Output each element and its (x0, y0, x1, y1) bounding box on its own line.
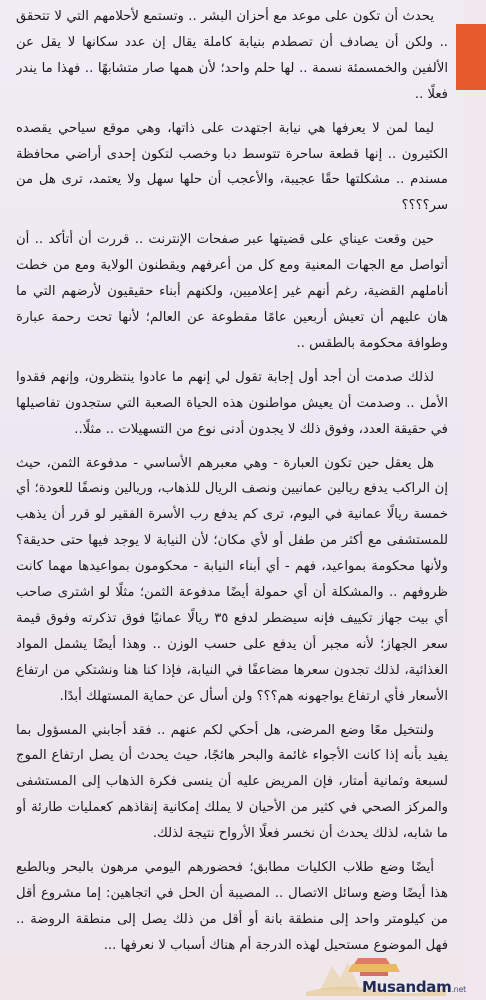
site-watermark (300, 952, 466, 998)
article-paragraph-7: أيضًا وضع طلاب الكليات مطابق؛ فحضورهم اليومي مرهون بالبحر وبالطبع هذا أيضًا وضع وسائل الاتصال .. المصيبة أن الحل في اتجاهين: إما مشروع أقل من كيلومتر واحد إلى منطقة بانة أو أقل من ذلك يصل إلى منطقة الروضة .. فهل الموضوع مستحيل لهذه الدرجة أم هناك أسباب لا نعرفها ... (16, 860, 448, 953)
article-paragraph-2: ليما لمن لا يعرفها هي نيابة اجتهدت على ذاتها، وهي موقع سياحي يقصده الكثيرون .. إنها قطعة ساحرة تتوسط دبا وخصب لتكون إحدى أراضي محافظة مسندم .. مشكلتها حقًا عجيبة، والأعجب أن حلها سهل ولا يعتمد، ترى هل من سر؟؟؟؟ (16, 120, 448, 214)
article-paragraph-4: لذلك صدمت أن أجد أول إجابة تقول لي إنهم ما عادوا ينتظرون، وإنهم فقدوا الأمل .. وصدمت أن يعيش مواطنون هذه الحياة الصعبة التي ستجدون تفاصيلها في حقيقة العدد، وفوق ذلك لا يجدون أدنى نوع من التسهيلات .. مثلًا.. (16, 369, 448, 437)
article-paragraph-6: ولنتخيل معًا وضع المرضى، هل أحكي لكم عنهم .. فقد أجابني المسؤول بما يفيد بأنه إذا كانت الأجواء غائمة والبحر هائجًا، حيث يحدث أن يصل ارتفاع الموج لسبعة وثمانية أمتار، فإن المريض عليه أن ينسى فكرة الذهاب إلى المستشفى والمركز الصحي في كثير من الأحيان لا يملك إمكانية إنقاذهم كعمليات طارئة أو ما شابه، لذلك يحدث أن نخسر فعلًا الأرواح نتيجة لذلك. (16, 722, 448, 842)
section-color-tab (456, 24, 486, 90)
article-paragraph-5: هل يعقل حين تكون العبارة - وهي معبرهم الأساسي - مدفوعة الثمن، حيث إن الراكب يدفع ريالين عمانيين ونصف الريال للذهاب، وريالين ونصفًا للعودة؛ أي خمسة ريالًا عمانية في اليوم، ترى كم يدفع رب الأسرة الفقير لو قرر أن يذهب للمستشفى مع أكثر من طفل أو لأي مكان؛ لأن النيابة لا يوجد فيها حتى حديقة؟ ولأنها محكومة بمواعيد، فهم - أي أبناء النيابة - محكومون بمواعيدها مهما كانت ظروفهم .. والمشكلة أن أي حمولة أيضًا مدفوعة الثمن؛ مثلًا لو اشترى صاحب أي بيت جهاز تكييف فإنه سيضطر لدفع ٣٥ ريالًا عمانيًا فوق تذكرته وفوق قيمة سعر الجهاز؛ لأنه مجبر أن يدفع على حسب الوزن .. وهذا أيضًا يشمل المواد الغذائية، لذلك تجدون سعرها مضاعفًا في النيابة، فإذا كنا هنا ونشتكي من ارتفاع الأسعار فأي ارتفاع يواجهونه هم؟؟؟ ولن أسأل عن حماية المستهلك أبدًا. (16, 455, 448, 704)
watermark-brand: Musandam (362, 978, 452, 996)
article-body (16, 4, 448, 998)
article-paragraph-3: حين وقعت عيناي على قضيتها عبر صفحات الإنترنت .. قررت أن أتأكد .. أن أتواصل مع الجهات المعنية ومع كل من أعرفهم ويقطنون الولاية ومع من خطت أناملهم القضية، رغم أنهم غير إعلاميين، ولكنهم أبناء حقيقيون لأرضهم التي ما هان عليهم أن تعيش أربعين عامًا مقطوعة عن العالم؛ لأنها تحت رحمة عبارة وطوافة محكومة بالطقس .. (16, 232, 448, 351)
watermark-text (362, 978, 466, 996)
article-paragraph-1: يحدث أن تكون على موعد مع أحزان البشر .. وتستمع لأحلامهم التي لا تتحقق .. ولكن أن يصادف أن تصطدم بنيابة كاملة يقال إن عدد سكانها لا يقل عن الألفين والخمسمئة نسمة .. لها حلم واحد؛ لأن همها صار متشابهًا .. فهذا ما يندر فعلًا .. (16, 9, 448, 102)
watermark-suffix: .net (451, 985, 466, 994)
page-margin-strip (464, 0, 486, 1000)
